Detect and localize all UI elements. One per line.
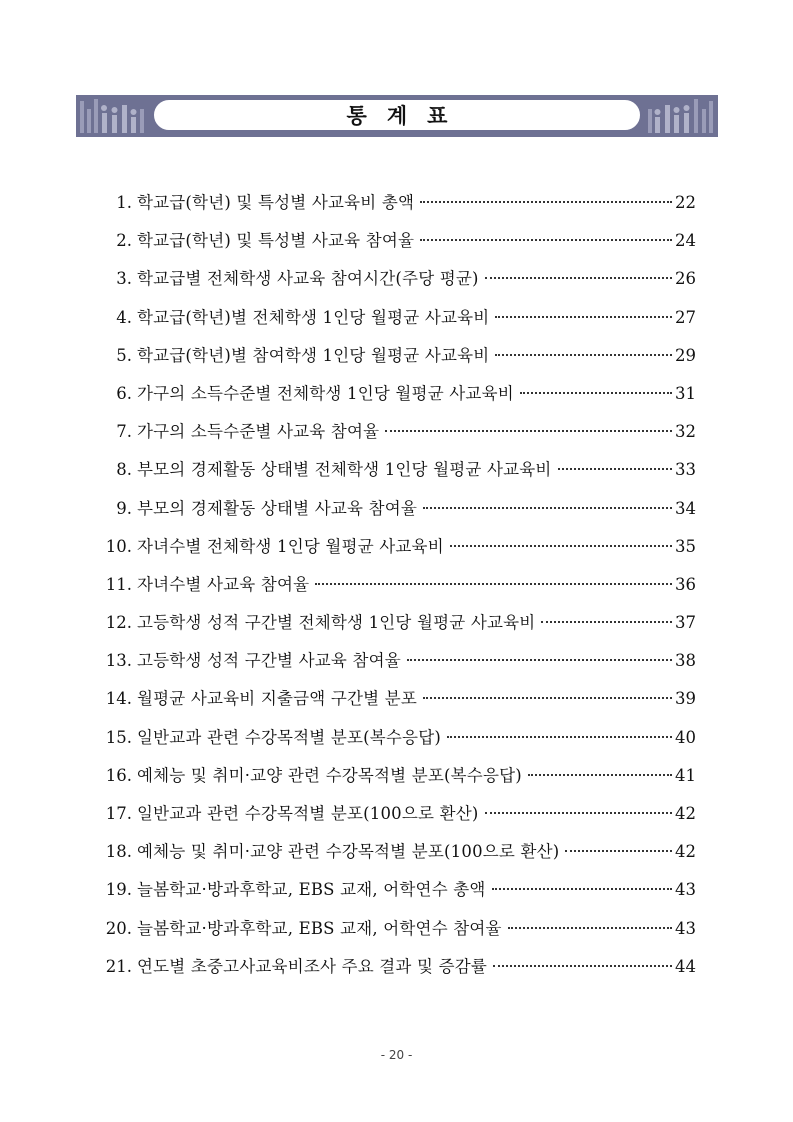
- toc-entry-number: 5.: [116, 345, 132, 365]
- toc-entry[interactable]: [96, 800, 696, 838]
- dot-leader: [508, 927, 672, 929]
- toc-entry-page: 26: [675, 269, 696, 289]
- toc-entry-page: 43: [675, 880, 696, 900]
- toc-entry-page: 41: [675, 765, 696, 785]
- title-pill: [152, 98, 642, 132]
- toc-entry-page: 44: [675, 956, 696, 976]
- toc-entry[interactable]: [96, 953, 696, 991]
- toc-entry-title: 월평균 사교육비 지출금액 구간별 분포: [137, 689, 418, 709]
- toc-entry[interactable]: [96, 418, 696, 456]
- toc-entry-page: 29: [675, 345, 696, 365]
- toc-entry[interactable]: [96, 876, 696, 914]
- dot-leader: [423, 507, 672, 509]
- toc-entry-number: 3.: [116, 269, 132, 289]
- toc-entry[interactable]: [96, 227, 696, 265]
- dot-leader: [495, 316, 672, 318]
- dot-leader: [385, 430, 672, 432]
- dot-leader: [485, 812, 672, 814]
- toc-entry-title: 연도별 초중고사교육비조사 주요 결과 및 증감률: [137, 956, 488, 976]
- toc-entry-number: 11.: [105, 574, 132, 594]
- toc-entry[interactable]: [96, 838, 696, 876]
- toc-entry-number: 10.: [105, 536, 132, 556]
- toc-entry-title: 학교급(학년) 및 특성별 사교육 참여율: [137, 231, 415, 251]
- toc-entry-title: 자녀수별 사교육 참여율: [137, 574, 310, 594]
- toc-entry-number: 13.: [105, 651, 132, 671]
- toc-entry-number: 7.: [116, 422, 132, 442]
- toc-entry-page: 39: [675, 689, 696, 709]
- toc-entry[interactable]: [96, 189, 696, 227]
- dot-leader: [315, 583, 672, 585]
- page-number: - 20 -: [380, 1048, 413, 1062]
- dot-leader: [565, 850, 672, 852]
- toc-entry-number: 16.: [105, 765, 132, 785]
- dot-leader: [447, 736, 672, 738]
- dot-leader: [495, 354, 672, 356]
- toc-entry[interactable]: [96, 533, 696, 571]
- toc-entry[interactable]: [96, 571, 696, 609]
- toc-entry-page: 38: [675, 651, 696, 671]
- page-title: 통 계 표: [346, 104, 448, 128]
- toc-entry[interactable]: [96, 304, 696, 342]
- toc-entry[interactable]: [96, 609, 696, 647]
- section-header-banner: [76, 95, 718, 137]
- decorative-bars-icon: [638, 95, 718, 137]
- dot-leader: [407, 659, 672, 661]
- toc-entry-page: 22: [675, 193, 696, 212]
- toc-entry-title: 늘봄학교·방과후학교, EBS 교재, 어학연수 참여율: [137, 918, 502, 938]
- toc-entry-title: 고등학생 성적 구간별 사교육 참여율: [137, 651, 401, 671]
- toc-entry-number: 15.: [105, 727, 132, 747]
- toc-entry-number: 4.: [116, 307, 132, 327]
- dot-leader: [493, 965, 672, 967]
- toc-entry-page: 43: [675, 918, 696, 938]
- toc-entry-title: 가구의 소득수준별 사교육 참여율: [137, 422, 380, 442]
- toc-entry[interactable]: [96, 647, 696, 685]
- toc-entry[interactable]: [96, 724, 696, 762]
- toc-entry[interactable]: [96, 342, 696, 380]
- toc-entry-page: 34: [675, 498, 696, 518]
- toc-entry[interactable]: [96, 762, 696, 800]
- toc-entry[interactable]: [96, 265, 696, 303]
- toc-entry-number: 20.: [105, 918, 132, 938]
- dot-leader: [541, 621, 672, 623]
- dot-leader: [485, 277, 672, 279]
- dot-leader: [420, 201, 672, 203]
- toc-entry[interactable]: [96, 456, 696, 494]
- toc-entry-page: 24: [675, 231, 696, 251]
- toc-entry-number: 1.: [116, 193, 132, 212]
- toc-entry-title: 자녀수별 전체학생 1인당 월평균 사교육비: [137, 536, 444, 556]
- table-of-contents: [96, 189, 696, 991]
- dot-leader: [423, 697, 672, 699]
- toc-entry-number: 9.: [116, 498, 132, 518]
- toc-entry-page: 32: [675, 422, 696, 442]
- toc-entry-page: 37: [675, 613, 696, 633]
- toc-entry-page: 40: [675, 727, 696, 747]
- toc-entry-page: 35: [675, 536, 696, 556]
- toc-entry-number: 8.: [116, 460, 132, 480]
- dot-leader: [420, 239, 672, 241]
- toc-entry-title: 늘봄학교·방과후학교, EBS 교재, 어학연수 총액: [137, 880, 486, 900]
- toc-entry-number: 2.: [116, 231, 132, 251]
- toc-entry-title: 고등학생 성적 구간별 전체학생 1인당 월평균 사교육비: [137, 613, 536, 633]
- toc-entry[interactable]: [96, 495, 696, 533]
- toc-entry-title: 예체능 및 취미·교양 관련 수강목적별 분포(100으로 환산): [137, 842, 560, 862]
- toc-entry-page: 33: [675, 460, 696, 480]
- toc-entry-number: 19.: [105, 880, 132, 900]
- dot-leader: [528, 774, 672, 776]
- toc-entry-number: 18.: [105, 842, 132, 862]
- toc-entry-page: 42: [675, 842, 696, 862]
- toc-entry-title: 가구의 소득수준별 전체학생 1인당 월평균 사교육비: [137, 383, 514, 403]
- toc-entry-title: 학교급(학년) 및 특성별 사교육비 총액: [137, 193, 415, 212]
- toc-entry-title: 일반교과 관련 수강목적별 분포(복수응답): [137, 727, 441, 747]
- toc-entry-number: 12.: [105, 613, 132, 633]
- toc-entry-title: 부모의 경제활동 상태별 사교육 참여율: [137, 498, 418, 518]
- toc-entry-page: 31: [675, 383, 696, 403]
- toc-entry-title: 부모의 경제활동 상태별 전체학생 1인당 월평균 사교육비: [137, 460, 552, 480]
- dot-leader: [558, 468, 672, 470]
- toc-entry-number: 14.: [105, 689, 132, 709]
- toc-entry-title: 일반교과 관련 수강목적별 분포(100으로 환산): [137, 804, 479, 823]
- toc-entry-page: 27: [675, 307, 696, 327]
- toc-entry-number: 17.: [105, 804, 132, 823]
- toc-entry[interactable]: [96, 915, 696, 953]
- toc-entry-number: 21.: [105, 956, 132, 976]
- dot-leader: [450, 545, 672, 547]
- toc-entry-title: 예체능 및 취미·교양 관련 수강목적별 분포(복수응답): [137, 765, 522, 785]
- toc-entry-title: 학교급(학년)별 전체학생 1인당 월평균 사교육비: [137, 307, 490, 327]
- decorative-bars-icon: [76, 95, 156, 137]
- toc-entry[interactable]: [96, 685, 696, 723]
- toc-entry-title: 학교급(학년)별 참여학생 1인당 월평균 사교육비: [137, 345, 490, 365]
- toc-entry-title: 학교급별 전체학생 사교육 참여시간(주당 평균): [137, 269, 479, 289]
- dot-leader: [492, 888, 672, 890]
- toc-entry-number: 6.: [116, 383, 132, 403]
- toc-entry[interactable]: [96, 380, 696, 418]
- toc-entry-page: 42: [675, 804, 696, 823]
- dot-leader: [520, 392, 672, 394]
- toc-entry-page: 36: [675, 574, 696, 594]
